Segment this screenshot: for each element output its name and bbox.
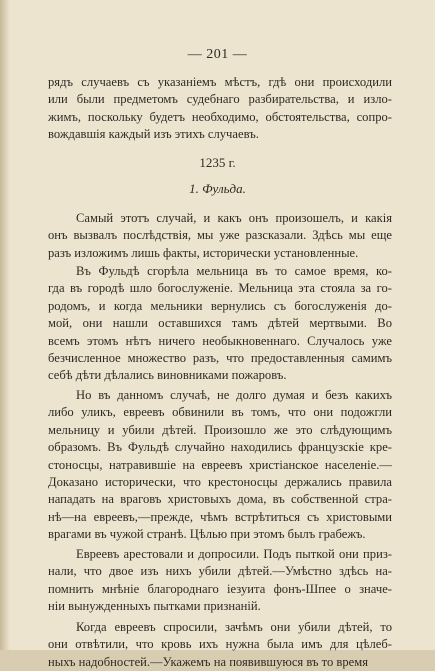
page-edge-shadow <box>0 0 10 650</box>
paragraph-5 <box>48 619 392 671</box>
text-line: онъ вызвалъ послѣдствія, мы уже разсказали. Здѣсь мы еще <box>48 228 392 243</box>
text-line: либо уликъ, евреевъ обвинили въ томъ, что они подожгли <box>48 405 392 420</box>
text-line: вождавшія каждый изъ этихъ случаевъ. <box>48 127 259 142</box>
text-line: Евреевъ арестовали и допросили. Подъ пыткой они приз- <box>76 547 392 561</box>
paragraph-4 <box>48 546 392 616</box>
section-year: 1235 г. <box>199 155 236 170</box>
text-line: рядъ случаевъ съ указаніемъ мѣстъ, гдѣ они происходили <box>48 75 392 89</box>
paragraph-1 <box>48 210 392 262</box>
text-line: гда въ городѣ шло богослуженіе. Мельница эта стояла за го- <box>48 281 392 296</box>
text-line: родомъ, и когда мельники вернулись съ богослуженія до- <box>48 298 392 313</box>
text-line: мельницу и убили дѣтей. Произошло же это слѣдующимъ <box>48 422 392 437</box>
text-line: нападать на враговъ христовыхъ дома, въ собственной стра- <box>48 492 392 507</box>
text-line: Доказано исторически, что крестоносцы держались правила <box>48 475 392 490</box>
text-line: жимъ, поскольку будетъ необходимо, обстоятельства, сопро- <box>48 109 392 124</box>
top-paragraph <box>48 74 392 144</box>
text-line: нали, что двое изъ нихъ убили дѣтей.—Умѣстно здѣсь на- <box>48 564 392 579</box>
text-line: ніи вынужденныхъ пытками признаній. <box>48 599 261 614</box>
text-line: Самый этотъ случай, и какъ онъ произошелъ, и какія <box>76 211 392 225</box>
page-number: — 201 — <box>187 47 248 62</box>
text-line: помнить мнѣніе благороднаго іезуита фонъ-Шпее о значе- <box>48 581 392 596</box>
text-line: образомъ. Въ Фульдѣ случайно находились французскіе кре- <box>48 440 392 455</box>
text-line: Когда евреевъ спросили, зачѣмъ они убили дѣтей, то <box>76 620 392 634</box>
section-title: 1. Фульда. <box>189 181 246 196</box>
text-line: всемъ этомъ нѣтъ ничего необыкновеннаго. Случалось уже <box>48 333 392 348</box>
paragraph-3 <box>48 387 392 544</box>
paragraph-2 <box>48 263 392 385</box>
text-line: безчисленное множество разъ, что предоставленныя самимъ <box>48 351 392 366</box>
text-line: себѣ дѣти дѣлались виновниками пожаровъ. <box>48 368 287 383</box>
text-line: стоносцы, натравившіе на евреевъ христіанское населеніе.— <box>48 457 392 472</box>
text-line: мой, они нашли оставшихся тамъ дѣтей мертвыми. Во <box>48 316 392 331</box>
text-line: они отвѣтили, что кровь ихъ нужна была имъ для цѣлеб- <box>48 637 392 652</box>
text-line: Въ Фульдѣ сгорѣла мельница въ то самое время, ко- <box>76 264 392 278</box>
text-line: разъ изложимъ лишь факты, исторически установленные. <box>48 245 359 260</box>
text-line: врагами въ чужой странѣ. Цѣлью при этомъ былъ грабежъ. <box>48 527 366 542</box>
text-line: Но въ данномъ случаѣ, не долго думая и безъ какихъ <box>76 388 392 402</box>
text-line: ныхъ надобностей.—Укажемъ на появившуюся въ то время <box>48 654 369 669</box>
text-line: нѣ—на евреевъ,—прежде, чѣмъ встрѣтиться съ христовыми <box>48 509 392 524</box>
text-line: или были предметомъ судебнаго разбирательства, и изло- <box>48 92 392 107</box>
